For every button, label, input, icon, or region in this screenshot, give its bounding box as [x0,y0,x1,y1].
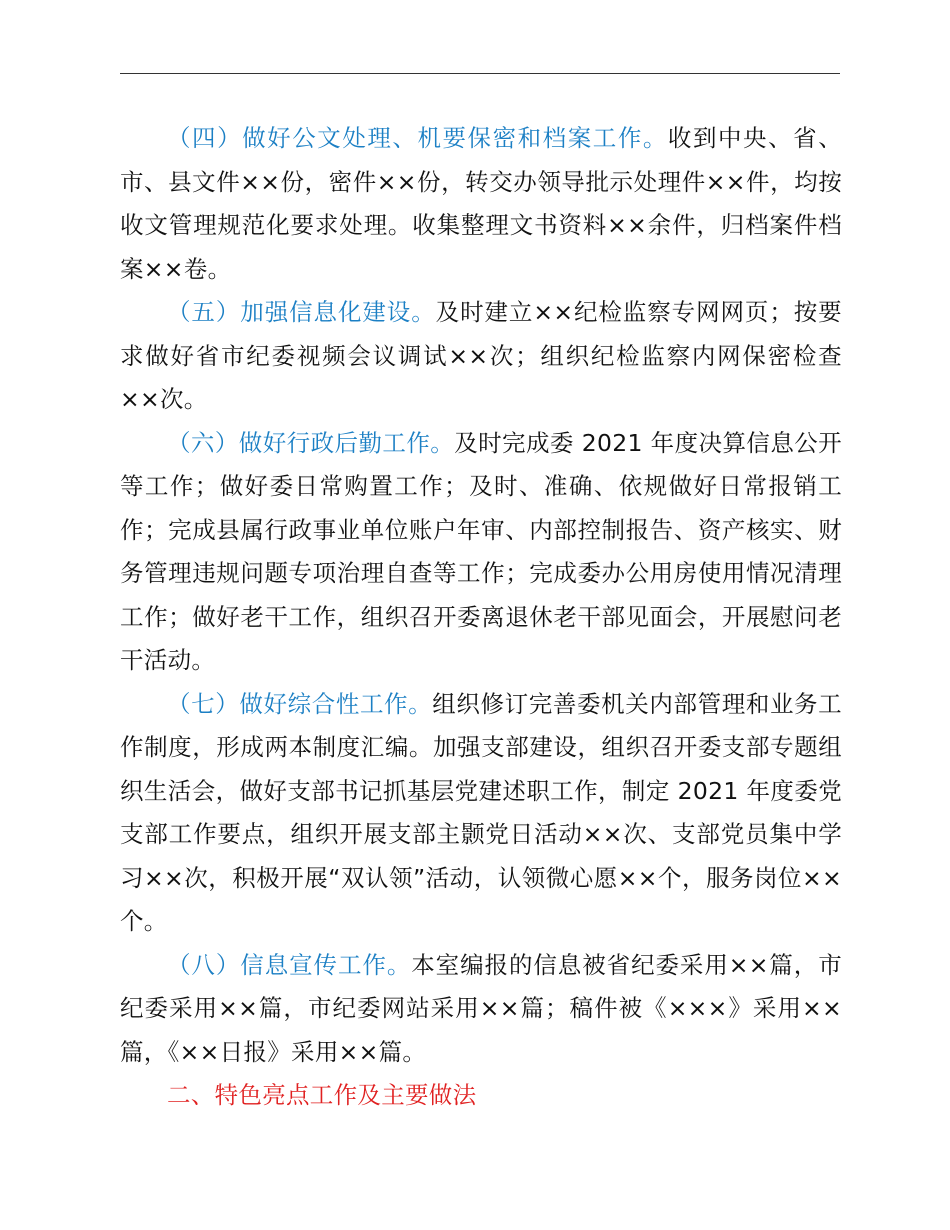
paragraph-body: 本室编报的信息被省纪委采用××篇，市纪委采用××篇，市纪委网站采用××篇；稿件被《×××》采用××篇，《××日报》采用××篇。 [120,950,843,1066]
paragraph-heading: （五）加强信息化建设。 [167,298,436,326]
paragraph-heading: （六）做好行政后勤工作。 [167,428,455,457]
paragraph-body: 组织修订完善委机关内部管理和业务工作制度，形成两本制度汇编。加强支部建设，组织召开委支部专题组织生活会，做好支部书记抓基层党建述职工作，制定 2021 年度委党支部工作要点，组织开展支部主颢党日活动××次、支部党员集中学习××次，积极开展“双认领”活动，认领微心愿××个，服务岗位××个。 [120,689,842,935]
paragraph-7 [120,683,842,944]
paragraph-heading: （四）做好公文处理、机要保密和档案工作。 [167,124,668,152]
paragraph-body: 及时建立××纪检监察专网网页；按要求做好省市纪委视频会议调试××次；组织纪检监察内网保密检查××次。 [120,298,842,413]
paragraph-4 [120,117,842,291]
paragraph-body: 及时完成委 2021 年度决算信息公开等工作；做好委日常购置工作；及时、准确、依规做好日常报销工作；完成县属行政事业单位账户年审、内部控制报告、资产核实、财务管理违规问题专项治理自查等工作；完成委办公用房使用情况清理工作；做好老干工作，组织召开委离退休老干部见面会，开展慰问老干活动。 [120,428,842,674]
paragraph-body: 收到中央、省、市、县文件××份，密件××份，转交办领导批示处理件××件，均按收文管理规范化要求处理。收集整理文书资料××余件，归档案件档案××卷。 [120,124,842,283]
paragraph-8 [120,944,842,1075]
paragraph-5 [120,291,842,422]
header-rule [120,73,840,74]
paragraph-6 [120,422,842,683]
paragraph-heading: （八）信息宣传工作。 [167,950,412,979]
document-body [120,117,842,1118]
paragraph-heading: （七）做好综合性工作。 [167,689,433,718]
section-title: 二、特色亮点工作及主要做法 [167,1081,477,1109]
